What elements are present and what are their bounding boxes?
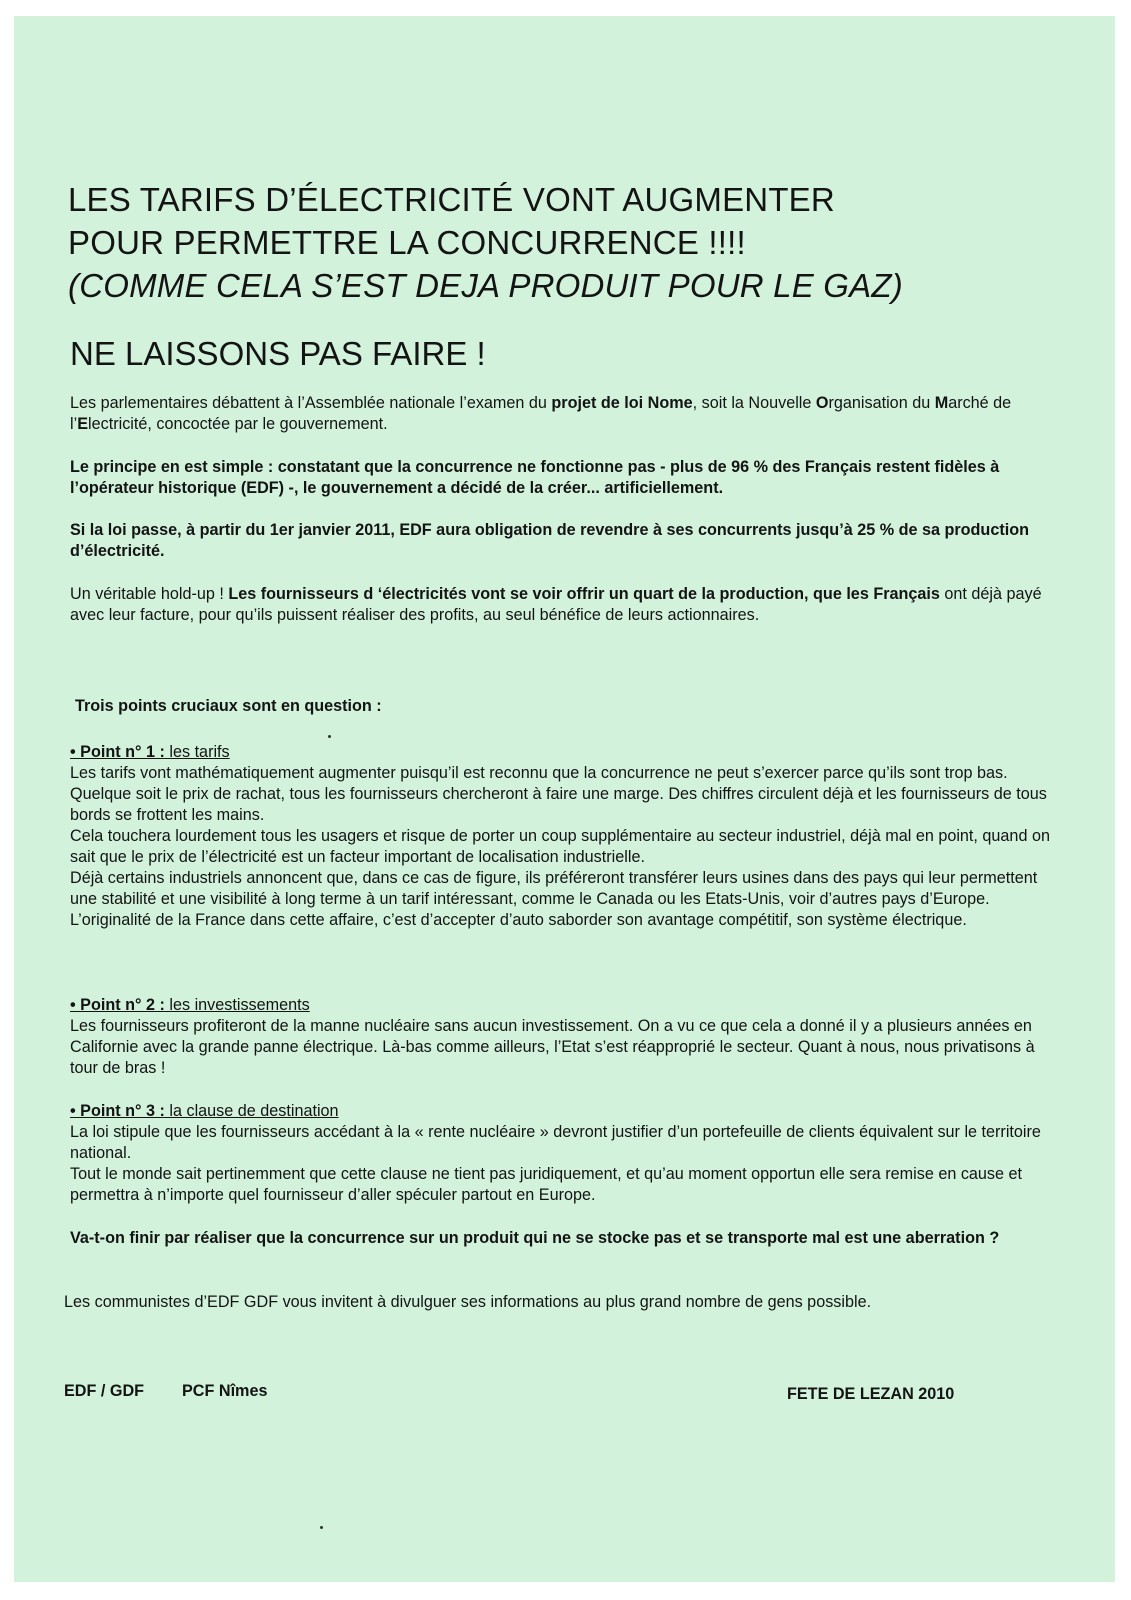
slogan: NE LAISSONS PAS FAIRE ! — [70, 335, 486, 372]
point-1-heading — [70, 742, 1050, 763]
footer-edf-gdf: EDF / GDF — [64, 1382, 145, 1400]
main-title — [68, 178, 1068, 307]
point-1-number: • Point n° 1 : — [70, 743, 165, 761]
point-3-paragraph-2: Tout le monde sait pertinemment que cette clause ne tient pas juridiquement, et qu’au moment opportun elle sera remise en cause et permettra à n’importe quel fournisseur d’aller spéculer partout en Europe. — [70, 1165, 1023, 1204]
point-2-heading — [70, 995, 1050, 1016]
title-line-2: POUR PERMETTRE LA CONCURRENCE !!!! — [68, 224, 746, 261]
title-line-1: LES TARIFS D’ÉLECTRICITÉ VONT AUGMENTER — [68, 181, 835, 218]
footer-pcf-nimes: PCF Nîmes — [182, 1382, 268, 1400]
point-2-paragraph-1: Les fournisseurs profiteront de la manne nucléaire sans aucun investissement. On a vu ce que cela a donné il y a plusieurs années en Californie avec la grande panne électrique. Là-bas comme ailleurs, l’Etat s’est réapproprié le secteur. Quant à nous, nous privatisons à tour de bras ! — [70, 1017, 1035, 1077]
intro-paragraph — [70, 393, 1050, 435]
green-leaflet — [14, 16, 1115, 1582]
point-1-paragraph-4: L’originalité de la France dans cette affaire, c’est d’accepter d’auto saborder son avantage compétitif, son système électrique. — [70, 911, 967, 929]
point-1-paragraph-1: Les tarifs vont mathématiquement augmenter puisqu’il est reconnu que la concurrence ne peut s’exercer parce qu’ils sont trop bas. Quelque soit le prix de rachat, tous les fournisseurs chercheront à faire une marge. Des chiffres circulent déjà et les fournisseurs de tous bords se frottent les mains. — [70, 764, 1047, 824]
intro-text-5: lectricité, concoctée par le gouvernement. — [88, 415, 388, 433]
intro-text-3: rganisation du — [828, 394, 935, 412]
point-2-title: les investissements — [164, 996, 310, 1014]
principle-paragraph: Le principe en est simple : constatant que la concurrence ne fonctionne pas - plus de 96 % des Français restent fidèles à l’opérateur historique (EDF) -, le gouvernement a décidé de la créer... artificiellement. — [70, 458, 1000, 497]
question-paragraph: Va-t-on finir par réaliser que la concurrence sur un produit qui ne se stocke pas et se transporte mal est une aberration ? — [70, 1229, 1000, 1247]
point-1-paragraph-2: Cela touchera lourdement tous les usagers et risque de porter un coup supplémentaire au secteur industriel, déjà mal en point, quand on sait que le prix de l’électricité est un facteur important de localisation industrielle. — [70, 827, 1050, 866]
point-3-paragraph-1: La loi stipule que les fournisseurs accédant à la « rente nucléaire » devront justifier d’un portefeuille de clients équivalent sur le territoire national. — [70, 1123, 1041, 1162]
point-3-section — [70, 1101, 1050, 1206]
point-2-section — [70, 995, 1050, 1079]
holdup-text-1: Un véritable hold-up ! — [70, 585, 229, 603]
closing-paragraph: Les communistes d’EDF GDF vous invitent à divulguer ses informations au plus grand nombre de gens possible. — [64, 1293, 872, 1311]
title-subtitle: (COMME CELA S’EST DEJA PRODUIT POUR LE GAZ) — [68, 267, 903, 304]
point-3-number: • Point n° 3 : — [70, 1102, 165, 1120]
intro-text-1: Les parlementaires débattent à l’Assemblée nationale l’examen du — [70, 394, 552, 412]
intro-text-2: , soit la Nouvelle — [692, 394, 816, 412]
point-1-section — [70, 742, 1050, 931]
holdup-text-2: ont déjà payé avec leur facture, pour qu’ils puissent réaliser des profits, au seul bénéfice de leurs actionnaires. — [70, 585, 1042, 624]
scan-speck — [328, 735, 331, 738]
intro-text-4: arché de l’ — [70, 394, 1012, 433]
law-paragraph: Si la loi passe, à partir du 1er janvier 2011, EDF aura obligation de revendre à ses concurrents jusqu’à 25 % de sa production d’électricité. — [70, 521, 1029, 560]
point-3-heading — [70, 1101, 1050, 1122]
point-1-title: les tarifs — [164, 743, 230, 761]
point-1-paragraph-3: Déjà certains industriels annoncent que, dans ce cas de figure, ils préféreront transférer leurs usines dans des pays qui leur permettent une stabilité et une visibilité à long terme à un tarif intéressant, comme le Canada ou les Etats-Unis, voir d’autres pays d’Europe. — [70, 869, 1038, 908]
point-3-title: la clause de destination — [164, 1102, 339, 1120]
holdup-bold: Les fournisseurs d ‘électricités vont se voir offrir un quart de la production, que les Français — [228, 585, 940, 603]
intro-bold-m: M — [934, 394, 949, 412]
holdup-paragraph — [70, 584, 1050, 626]
point-2-number: • Point n° 2 : — [70, 996, 165, 1014]
intro-bold-o: O — [815, 394, 829, 412]
intro-bold-e: E — [77, 415, 89, 433]
scan-speck — [320, 1526, 323, 1529]
footer-event: FETE DE LEZAN 2010 — [787, 1385, 955, 1403]
points-intro: Trois points cruciaux sont en question : — [75, 697, 382, 715]
intro-bold-law: projet de loi Nome — [551, 394, 693, 412]
leaflet-content — [14, 16, 1115, 1582]
